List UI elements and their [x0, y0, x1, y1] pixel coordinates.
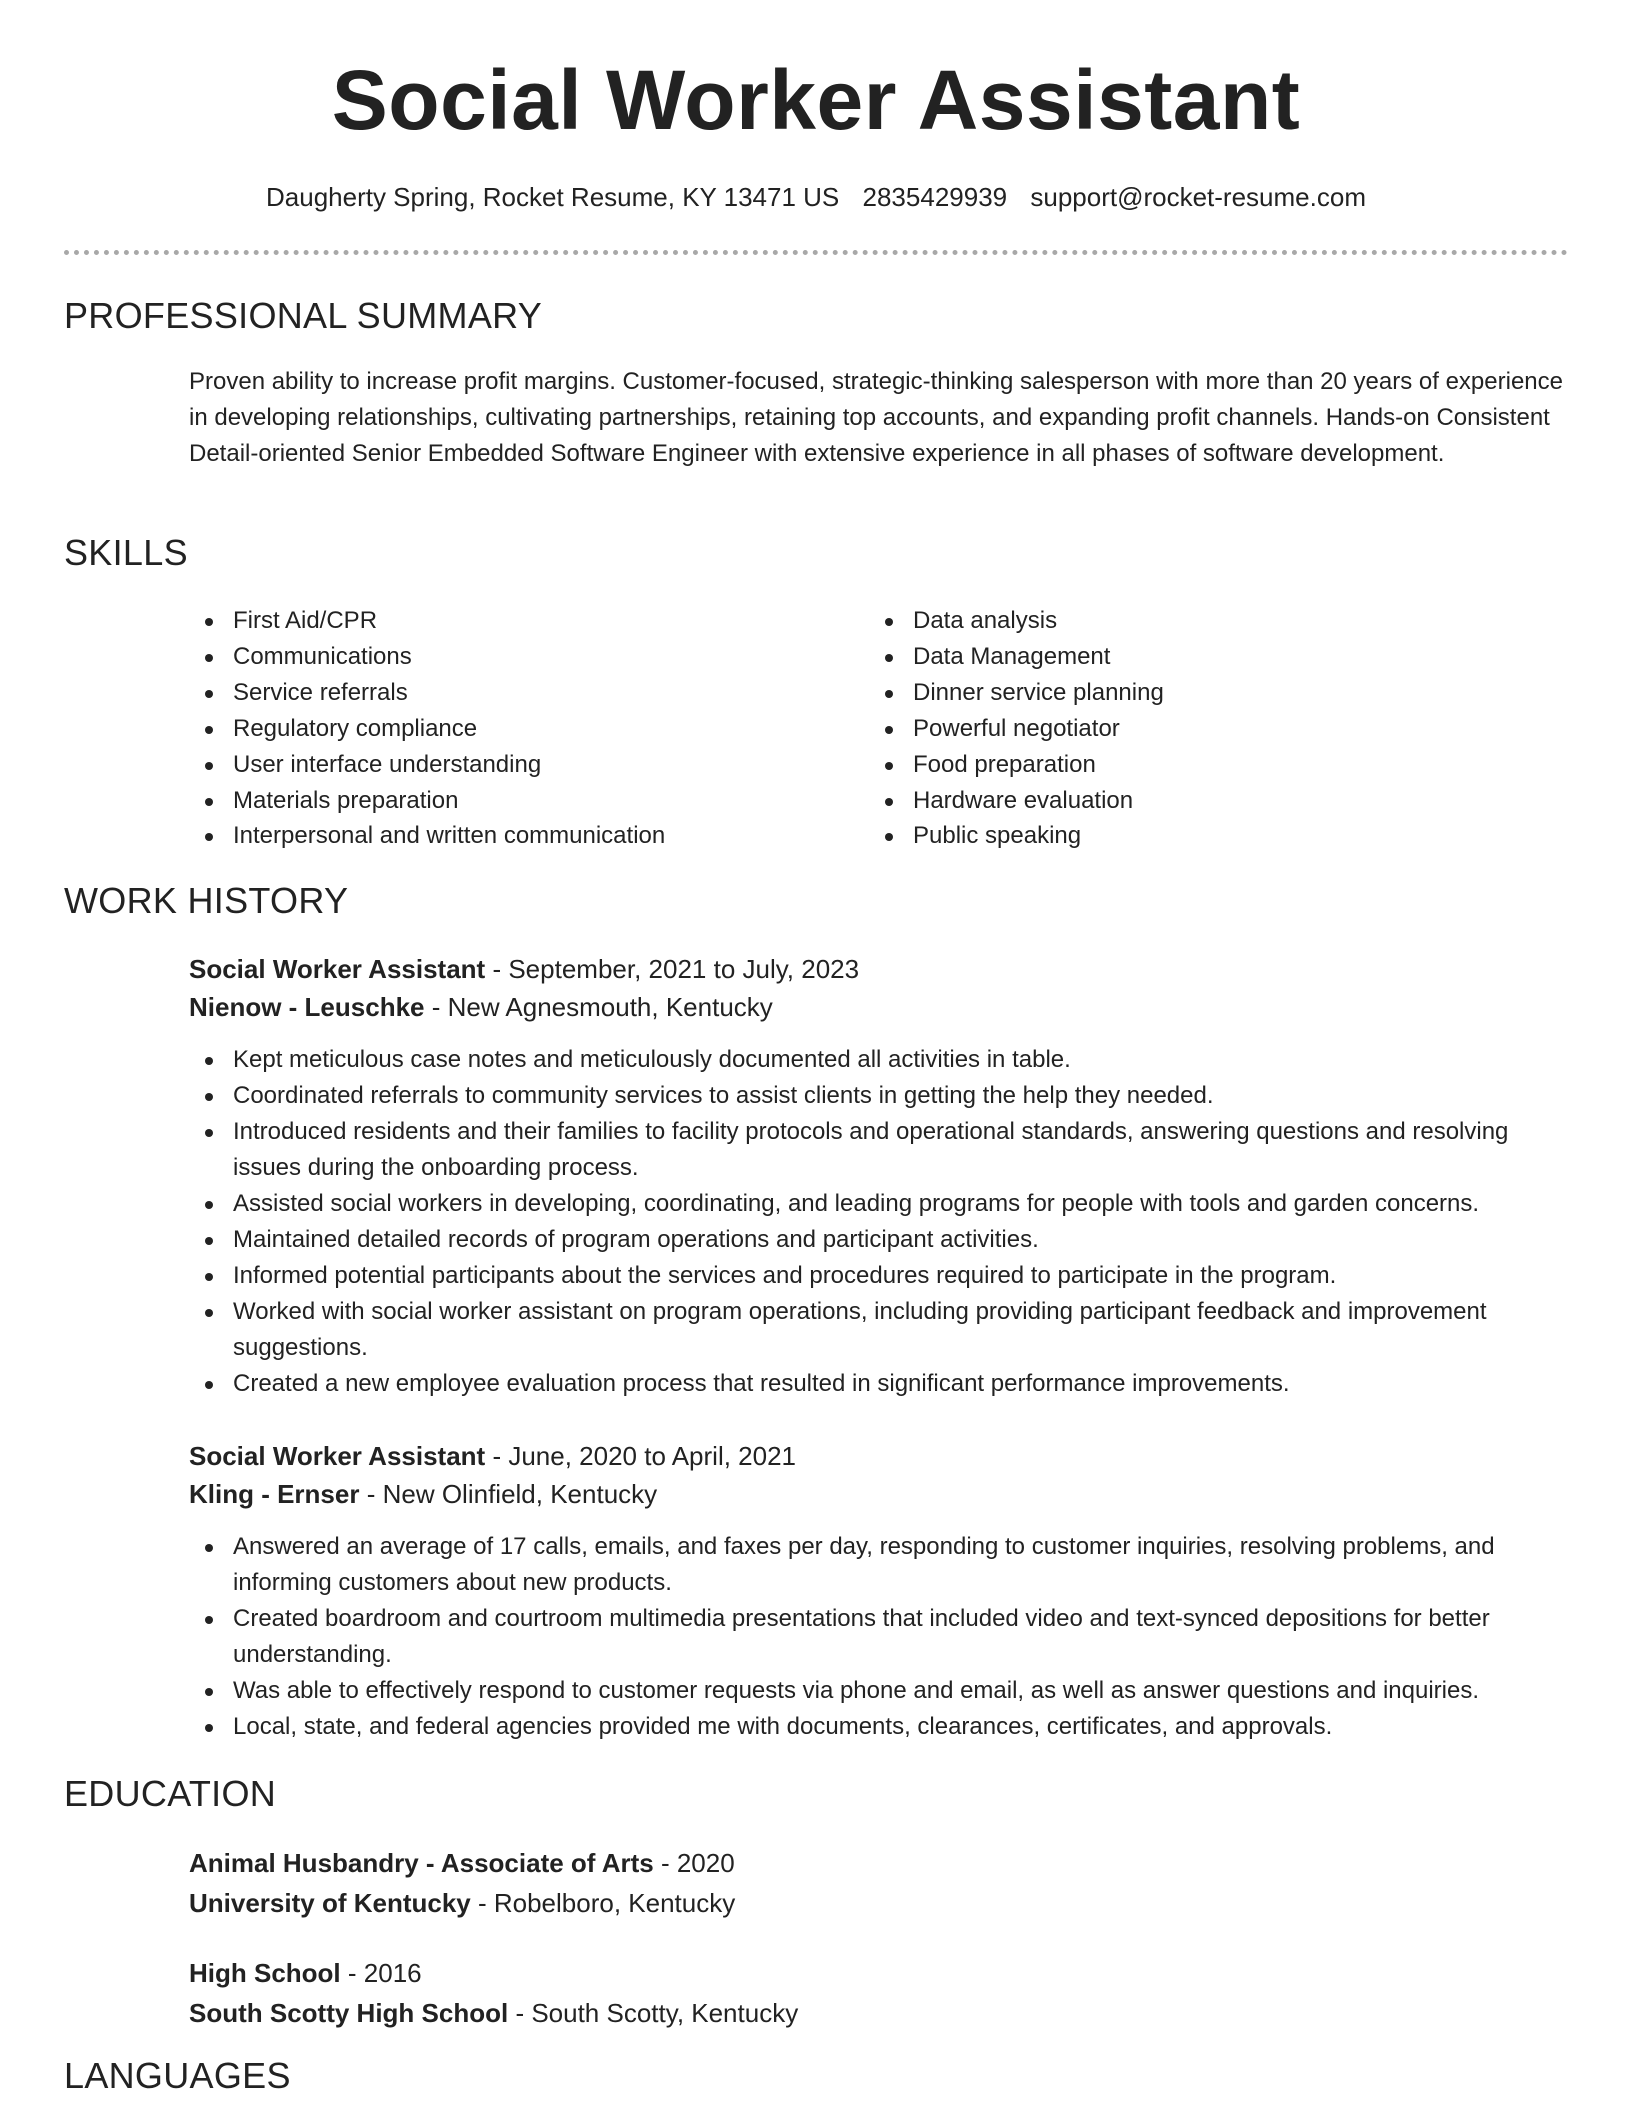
- skill-item: Public speaking: [869, 818, 1549, 854]
- education-heading: EDUCATION: [64, 1773, 277, 1814]
- summary-heading: PROFESSIONAL SUMMARY: [64, 295, 543, 336]
- job-company: Kling - Ernser: [189, 1479, 360, 1509]
- job-bullet: Informed potential participants about the services and procedures required to participate in the program.: [189, 1258, 1568, 1294]
- education-school: University of Kentucky: [189, 1888, 471, 1918]
- job-bullet: Answered an average of 17 calls, emails, and faxes per day, responding to customer inquiries, resolving problems, and informing customers about new products.: [189, 1529, 1568, 1601]
- job-company: Nienow - Leuschke: [189, 992, 425, 1022]
- job-bullet: Created boardroom and courtroom multimedia presentations that included video and text-synced depositions for better understanding.: [189, 1601, 1568, 1673]
- job-bullet: Created a new employee evaluation process that resulted in significant performance improvements.: [189, 1366, 1568, 1402]
- job-title: Social Worker Assistant: [189, 1441, 486, 1471]
- education-school-line: [189, 1883, 1568, 1923]
- job-bullet: Kept meticulous case notes and meticulously documented all activities in table.: [189, 1042, 1568, 1078]
- resume-name: Social Worker Assistant: [331, 53, 1301, 147]
- education-degree: High School: [189, 1958, 341, 1988]
- job-title: Social Worker Assistant: [189, 954, 486, 984]
- skill-item: Dinner service planning: [869, 675, 1549, 711]
- education-entry: [189, 1953, 1568, 2033]
- education-location: - South Scotty, Kentucky: [508, 1998, 799, 2028]
- work-history-heading: WORK HISTORY: [64, 880, 349, 921]
- skill-item: Regulatory compliance: [189, 711, 869, 747]
- job-location: - New Agnesmouth, Kentucky: [424, 992, 773, 1022]
- skill-item: Food preparation: [869, 747, 1549, 783]
- job-company-line: [189, 988, 1568, 1026]
- job-dates: - September, 2021 to July, 2023: [485, 954, 860, 984]
- education-degree-line: [189, 1843, 1568, 1883]
- skill-item: Hardware evaluation: [869, 783, 1549, 819]
- education-entry: [189, 1843, 1568, 1923]
- education-year: - 2020: [653, 1848, 735, 1878]
- job-bullet: Local, state, and federal agencies provided me with documents, clearances, certificates, and approvals.: [189, 1709, 1568, 1745]
- languages-heading: LANGUAGES: [64, 2055, 291, 2096]
- skills-heading: SKILLS: [64, 532, 188, 573]
- education-degree: Animal Husbandry - Associate of Arts: [189, 1848, 654, 1878]
- job-bullets: [189, 1529, 1568, 1745]
- contact-line: [0, 182, 1632, 213]
- education-school-line: [189, 1993, 1568, 2033]
- skill-item: Data Management: [869, 639, 1549, 675]
- education-location: - Robelboro, Kentucky: [470, 1888, 736, 1918]
- job-bullet: Maintained detailed records of program operations and participant activities.: [189, 1222, 1568, 1258]
- contact-phone: 2835429939: [862, 182, 1008, 212]
- summary-text: Proven ability to increase profit margins. Customer-focused, strategic-thinking salesperson with more than 20 years of experience in developing relationships, cultivating partnerships, retaining top accounts, and expanding profit channels. Hands-on Consistent Detail-oriented Senior Embedded Software Engineer with extensive experience in all phases of software development.: [189, 368, 1563, 467]
- skill-item: Service referrals: [189, 675, 869, 711]
- education-degree-line: [189, 1953, 1568, 1993]
- skill-item: Communications: [189, 639, 869, 675]
- skill-item: User interface understanding: [189, 747, 869, 783]
- skills-list: [189, 603, 1568, 854]
- contact-address: Daugherty Spring, Rocket Resume, KY 13471 US: [266, 182, 840, 212]
- job-bullet: Coordinated referrals to community services to assist clients in getting the help they needed.: [189, 1078, 1568, 1114]
- skill-item: Data analysis: [869, 603, 1549, 639]
- job-entry: [189, 1437, 1568, 1745]
- skills-column-left: [189, 603, 869, 854]
- contact-email: support@rocket-resume.com: [1030, 182, 1366, 212]
- skills-column-right: [869, 603, 1549, 854]
- education-school: South Scotty High School: [189, 1998, 509, 2028]
- job-dates: - June, 2020 to April, 2021: [485, 1441, 797, 1471]
- education-year: - 2016: [340, 1958, 422, 1988]
- job-title-line: [189, 950, 1568, 988]
- job-title-line: [189, 1437, 1568, 1475]
- job-bullets: [189, 1042, 1568, 1402]
- skill-item: Materials preparation: [189, 783, 869, 819]
- job-company-line: [189, 1475, 1568, 1513]
- job-bullet: Introduced residents and their families to facility protocols and operational standards, answering questions and resolving issues during the onboarding process.: [189, 1114, 1568, 1186]
- header-divider: [64, 250, 1568, 255]
- job-bullet: Assisted social workers in developing, coordinating, and leading programs for people with tools and garden concerns.: [189, 1186, 1568, 1222]
- job-bullet: Worked with social worker assistant on program operations, including providing participant feedback and improvement suggestions.: [189, 1294, 1568, 1366]
- skill-item: First Aid/CPR: [189, 603, 869, 639]
- skill-item: Powerful negotiator: [869, 711, 1549, 747]
- job-location: - New Olinfield, Kentucky: [359, 1479, 658, 1509]
- job-entry: [189, 950, 1568, 1402]
- skill-item: Interpersonal and written communication: [189, 818, 869, 854]
- job-bullet: Was able to effectively respond to customer requests via phone and email, as well as answer questions and inquiries.: [189, 1673, 1568, 1709]
